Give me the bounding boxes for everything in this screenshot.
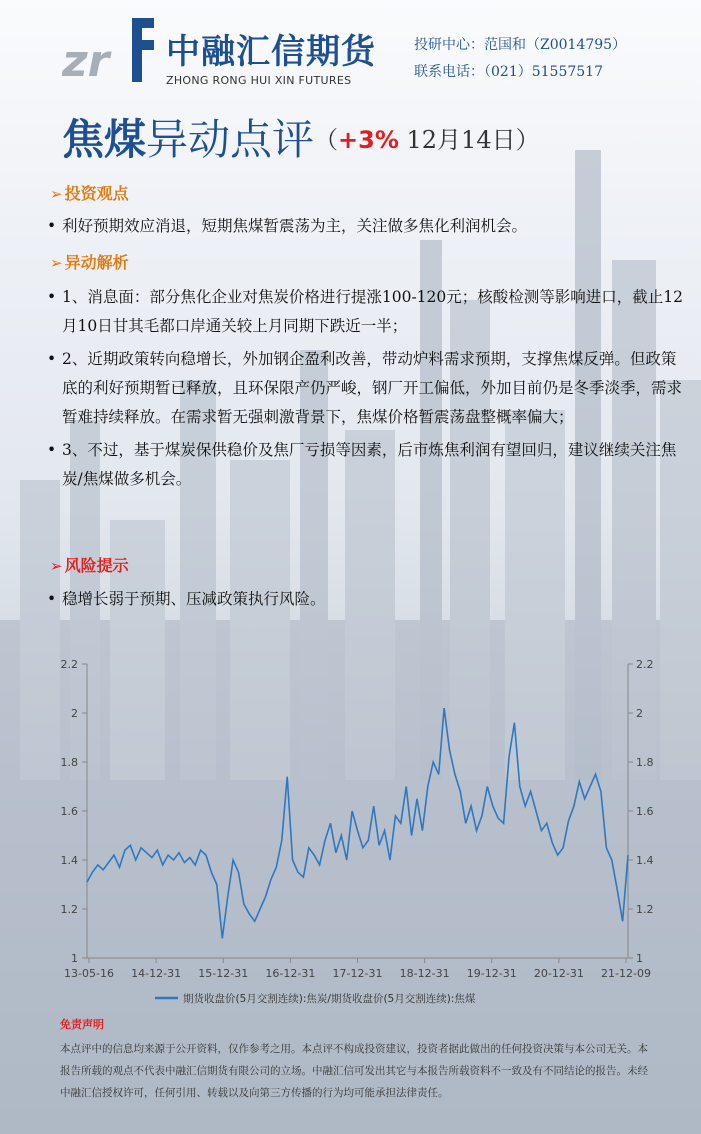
y-tick-label-left: 2.2 [60, 658, 78, 671]
x-tick-label: 15-12-31 [198, 967, 249, 980]
heading-text: 异动解析 [64, 253, 129, 272]
y-tick-label-left: 1.4 [60, 854, 78, 867]
arrow-right-icon: ➢ [50, 185, 63, 203]
list-item: • 2、近期政策转向稳增长，外加钢企盈利改善，带动炉料需求预期，支撑焦煤反弹。但政策底的利好预期暂已释放，且环保限产仍严峻，钢厂开工偏低，外加目前仍是冬季淡季，需求暂难持续释放。在需求暂无强刺激背景下，焦煤价格暂震荡盘整概率偏大； [44, 345, 684, 432]
x-axis [64, 958, 651, 980]
y-tick-label-right: 2.2 [636, 658, 654, 671]
title-commodity: 焦煤 [62, 115, 147, 164]
logo-mark-icon [62, 14, 157, 84]
company-logo [62, 14, 382, 86]
x-tick-label: 13-05-16 [64, 967, 114, 980]
y-tick-label-left: 1.2 [60, 903, 78, 916]
view-list [44, 212, 684, 241]
phone-line: 联系电话：（021）51557517 [414, 64, 603, 80]
title-paren-close: ） [515, 126, 540, 154]
analysis-list [44, 283, 684, 494]
y-tick-label-right: 1 [636, 952, 643, 965]
arrow-right-icon: ➢ [50, 557, 63, 575]
list-item: • 1、消息面：部分焦化企业对焦炭价格进行提涨100-120元；核酸检测等影响进口，截止12月10日甘其毛都口岸通关较上月同期下跌近一半； [44, 283, 684, 341]
svg-text:zr: zr [62, 36, 110, 84]
y-tick-label-right: 1.6 [636, 805, 654, 818]
list-item: • 稳增长弱于预期、压减政策执行风险。 [44, 585, 684, 614]
series-line [87, 708, 628, 938]
risk-list [44, 585, 684, 614]
y-tick-label-left: 1.8 [60, 756, 78, 769]
x-tick-label: 20-12-31 [533, 967, 584, 980]
x-tick-label: 16-12-31 [265, 967, 316, 980]
y-tick-label-left: 1.6 [60, 805, 78, 818]
x-tick-label: 17-12-31 [332, 967, 383, 980]
title-paren-open: （ [314, 126, 339, 154]
logo-english-name: ZHONG RONG HUI XIN FUTURES [166, 74, 352, 87]
title-change-percent: +3% [338, 126, 399, 154]
list-item: • 利好预期效应消退，短期焦煤暂震荡为主，关注做多焦化利润机会。 [44, 212, 684, 241]
y-tick-label-left: 1 [71, 952, 78, 965]
section-heading-analysis [50, 250, 129, 273]
y-tick-label-right: 1.8 [636, 756, 654, 769]
analyst-line: 投研中心：范国和（Z0014795） [414, 37, 627, 53]
logo-chinese-name: 中融汇信期货 [166, 32, 376, 72]
section-heading-risk [50, 553, 129, 576]
y-tick-label-right: 2 [636, 707, 643, 720]
disclaimer-body: 本点评中的信息均来源于公开资料，仅作参考之用。本点评不构成投资建议，投资者据此做出的任何投资决策与本公司无关。本报告所载的观点不代表中融汇信期货有限公司的立场。中融汇信可发出其它与本报告所载资料不一致及有不同结论的报告。未经中融汇信授权许可，任何引用、转载以及向第三方传播的行为均可能承担法律责任。 [60, 1043, 648, 1099]
section-heading-view [50, 181, 129, 204]
x-tick-label: 18-12-31 [399, 967, 450, 980]
y-axis-right [628, 658, 654, 965]
x-tick-label: 21-12-09 [601, 967, 651, 980]
heading-text: 风险提示 [64, 556, 129, 575]
disclaimer-title: 免责声明 [60, 1018, 104, 1031]
title-subject: 异动点评 [146, 115, 315, 164]
y-tick-label-right: 1.2 [636, 903, 654, 916]
y-tick-label-left: 2 [71, 707, 78, 720]
ratio-line-chart [50, 650, 670, 1010]
y-axis-left [61, 658, 88, 965]
heading-text: 投资观点 [64, 184, 129, 203]
x-tick-label: 14-12-31 [131, 967, 182, 980]
arrow-right-icon: ➢ [50, 254, 63, 272]
legend-label: 期货收盘价(5月交割连续):焦炭/期货收盘价(5月交割连续):焦煤 [183, 993, 476, 1005]
x-tick-label: 19-12-31 [466, 967, 517, 980]
list-item: • 3、不过，基于煤炭保供稳价及焦厂亏损等因素，后市炼焦利润有望回归，建议继续关注焦炭/焦煤做多机会。 [44, 436, 684, 494]
y-tick-label-right: 1.4 [636, 854, 654, 867]
page-title [62, 112, 540, 168]
title-date: 12月14日 [398, 126, 516, 154]
chart-legend [155, 992, 476, 1005]
contact-info [414, 32, 626, 86]
